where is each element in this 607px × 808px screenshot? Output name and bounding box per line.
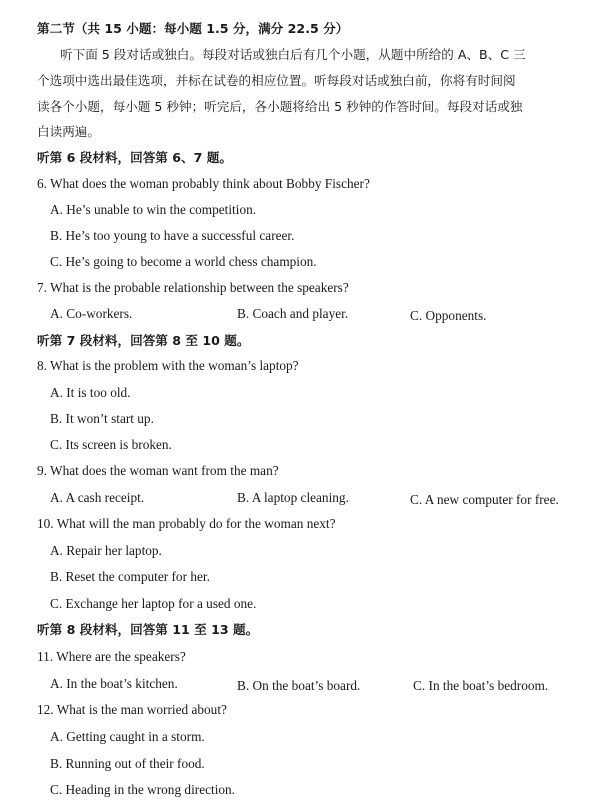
instruction-line: 听下面 5 段对话或独白。每段对话或独白后有几个小题，从题中所给的 A、B、C 三 [60, 47, 526, 62]
option-b: B. A laptop cleaning. [237, 490, 349, 505]
option-c: C. He’s going to become a world chess champion. [50, 254, 317, 269]
option-a: A. Getting caught in a storm. [50, 729, 205, 744]
question-stem: 9. What does the woman want from the man? [37, 463, 279, 478]
option-c: C. A new computer for free. [410, 492, 559, 507]
question-stem: 6. What does the woman probably think about Bobby Fischer? [37, 176, 370, 191]
question-stem: 10. What will the man probably do for the woman next? [37, 516, 336, 531]
group-label: 听第 8 段材料，回答第 11 至 13 题。 [37, 622, 259, 637]
option-b: B. Coach and player. [237, 306, 349, 321]
option-c: C. In the boat’s bedroom. [413, 678, 549, 693]
option-c: C. Opponents. [410, 308, 487, 323]
option-b: B. Reset the computer for her. [50, 569, 210, 584]
option-b: B. On the boat’s board. [237, 678, 361, 693]
group-label: 听第 6 段材料，回答第 6、7 题。 [37, 150, 232, 165]
option-b: B. It won’t start up. [50, 411, 154, 426]
option-a: A. A cash receipt. [50, 490, 145, 505]
question-stem: 7. What is the probable relationship between the speakers? [37, 280, 349, 295]
group-label: 听第 7 段材料，回答第 8 至 10 题。 [37, 333, 250, 348]
option-a: A. Co-workers. [50, 306, 133, 321]
question-stem: 12. What is the man worried about? [37, 702, 227, 717]
option-a: A. In the boat’s kitchen. [50, 676, 178, 691]
option-b: B. Running out of their food. [50, 756, 205, 771]
instruction-line: 个选项中选出最佳选项，并标在试卷的相应位置。听每段对话或独白前，你将有时间阅 [37, 73, 516, 88]
question-stem: 11. Where are the speakers? [37, 649, 186, 664]
option-c: C. Exchange her laptop for a used one. [50, 596, 257, 611]
option-c: C. Heading in the wrong direction. [50, 782, 236, 797]
option-c: C. Its screen is broken. [50, 437, 172, 452]
instruction-line: 读各个小题，每小题 5 秒钟；听完后，各小题将给出 5 秒钟的作答时间。每段对话或独 [37, 99, 523, 114]
option-a: A. It is too old. [50, 385, 131, 400]
option-b: B. He’s too young to have a successful career. [50, 228, 295, 243]
section-heading: 第二节（共 15 小题：每小题 1.5 分，满分 22.5 分） [37, 21, 349, 36]
instruction-line: 白读两遍。 [37, 124, 100, 139]
option-a: A. Repair her laptop. [50, 543, 162, 558]
question-stem: 8. What is the problem with the woman’s laptop? [37, 358, 299, 373]
option-a: A. He’s unable to win the competition. [50, 202, 257, 217]
